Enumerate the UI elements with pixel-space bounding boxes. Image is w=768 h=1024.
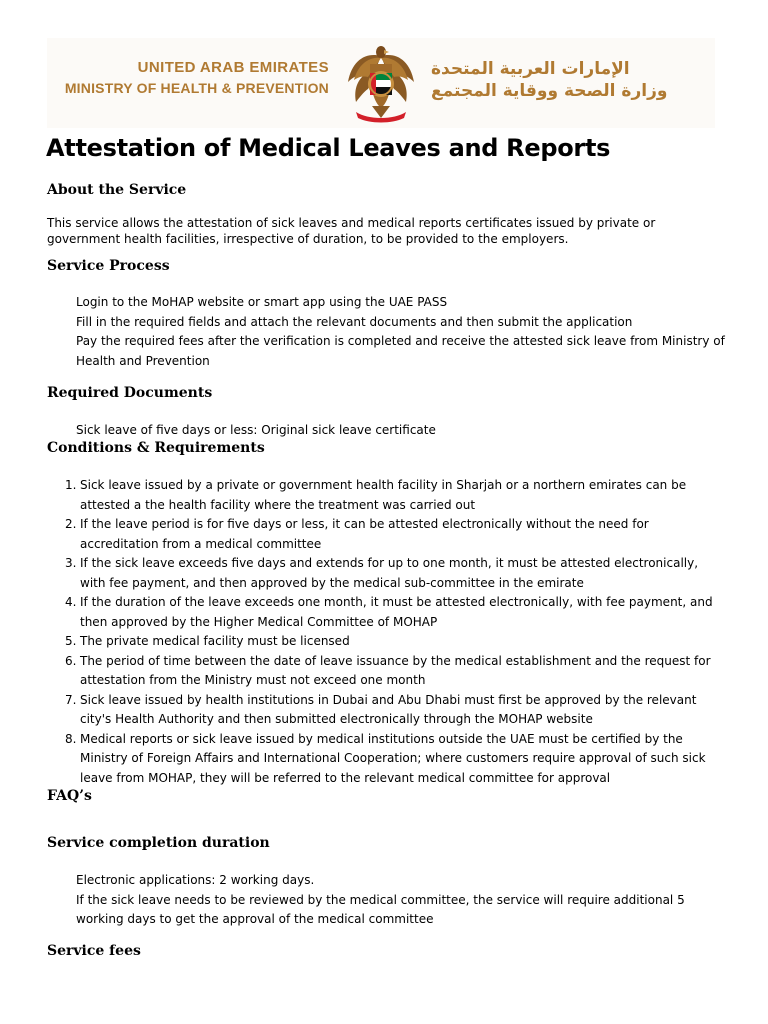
duration-list bbox=[76, 871, 726, 930]
page-title: Attestation of Medical Leaves and Reports bbox=[46, 134, 611, 162]
about-heading: About the Service bbox=[47, 182, 187, 198]
conditions-heading: Conditions & Requirements bbox=[47, 440, 265, 456]
list-item: If the sick leave needs to be reviewed by the medical committee, the service will require additional 5 working days to get the approval of the medical committee bbox=[76, 892, 685, 926]
ministry-header bbox=[47, 38, 715, 128]
list-item: 2. If the leave period is for five days or less, it can be attested electronically without the need for accreditation from a medical committee bbox=[65, 517, 649, 551]
country-name-ar: الإمارات العربية المتحدة bbox=[431, 59, 630, 79]
conditions-list bbox=[65, 476, 725, 788]
list-item: 7. Sick leave issued by health institutions in Dubai and Abu Dhabi must first be approved by the relevant city's Health Authority and then submitted electronically through the MOHAP website bbox=[65, 692, 697, 726]
list-item: 1. Sick leave issued by a private or government health facility in Sharjah or a northern emirates can be attested a the health facility where the treatment was carried out bbox=[65, 478, 687, 512]
ministry-name-english bbox=[47, 58, 329, 98]
list-item: 3. If the sick leave exceeds five days and extends for up to one month, it must be attested electronically, with fee payment, and then approved by the medical sub-committee in the emirate bbox=[65, 556, 699, 590]
ministry-name-arabic bbox=[431, 58, 715, 102]
faq-heading: FAQ’s bbox=[47, 788, 92, 804]
process-heading: Service Process bbox=[47, 258, 170, 274]
ministry-name-en: MINISTRY OF HEALTH & PREVENTION bbox=[64, 80, 329, 96]
list-item: 8. Medical reports or sick leave issued by medical institutions outside the UAE must be certified by the Ministry of Foreign Affairs and International Cooperation; where customers require approval of such sick leave from MOHAP, they will be referred to the relevant medical committee for approval bbox=[65, 731, 706, 785]
fees-heading: Service fees bbox=[47, 943, 141, 959]
documents-list bbox=[76, 421, 726, 441]
process-list bbox=[76, 293, 726, 371]
list-item: 5. The private medical facility must be licensed bbox=[65, 634, 350, 648]
documents-heading: Required Documents bbox=[47, 385, 213, 401]
uae-emblem-icon bbox=[344, 42, 418, 124]
list-item: 4. If the duration of the leave exceeds one month, it must be attested electronically, with fee payment, and then approved by the Higher Medical Committee of MOHAP bbox=[65, 595, 713, 629]
list-item: 6. The period of time between the date of leave issuance by the medical establishment and the request for attestation from the Ministry must not exceed one month bbox=[65, 653, 711, 687]
ministry-name-ar: وزارة الصحة ووقاية المجتمع bbox=[431, 81, 668, 101]
country-name-en: UNITED ARAB EMIRATES bbox=[137, 59, 329, 76]
about-text: This service allows the attestation of sick leaves and medical reports certificates issued by private or government health facilities, irrespective of duration, to be provided to the employers. bbox=[47, 216, 656, 246]
list-item: Pay the required fees after the verification is completed and receive the attested sick leave from Ministry of Health and Prevention bbox=[76, 334, 725, 368]
list-item: Fill in the required fields and attach the relevant documents and then submit the application bbox=[76, 314, 633, 329]
list-item: Electronic applications: 2 working days. bbox=[76, 873, 315, 887]
duration-heading: Service completion duration bbox=[47, 835, 270, 851]
list-item: Sick leave of five days or less: Original sick leave certificate bbox=[76, 423, 436, 437]
list-item: Login to the MoHAP website or smart app using the UAE PASS bbox=[76, 295, 448, 309]
